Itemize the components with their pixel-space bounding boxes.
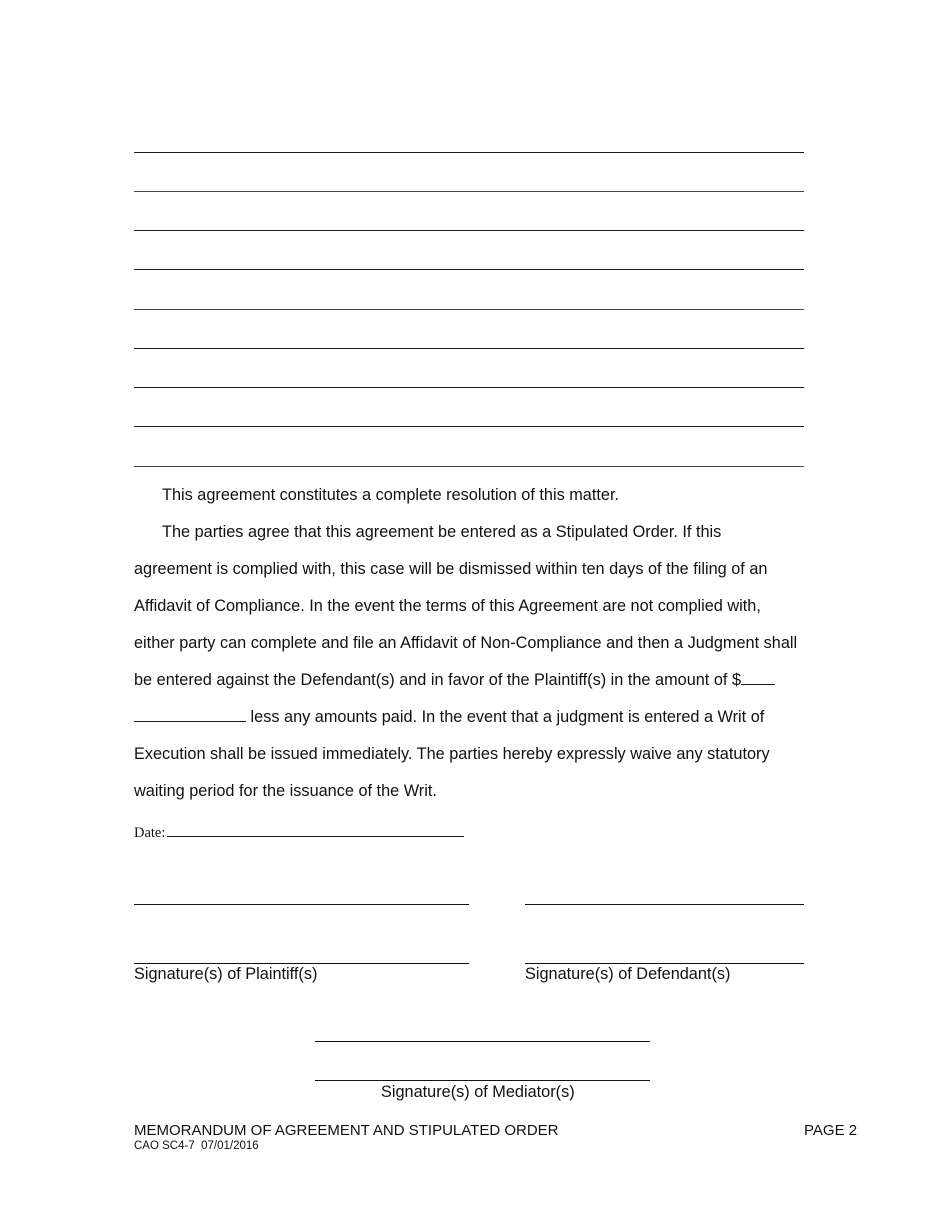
plaintiff-signature-label: Signature(s) of Plaintiff(s) bbox=[134, 965, 318, 983]
writing-line[interactable] bbox=[134, 309, 804, 310]
writing-line[interactable] bbox=[134, 426, 804, 427]
paragraph-line-text: be entered against the Defendant(s) and in favor of the Plaintiff(s) in the amount of $ bbox=[134, 671, 742, 689]
paragraph-line: Affidavit of Compliance. In the event the terms of this Agreement are not complied with, bbox=[134, 597, 761, 615]
date-field[interactable] bbox=[167, 821, 464, 837]
paragraph-line-amount bbox=[134, 662, 834, 699]
date-label: Date: bbox=[134, 825, 166, 841]
writing-line[interactable] bbox=[134, 152, 804, 153]
paragraph-line-text: less any amounts paid. In the event that a judgment is entered a Writ of bbox=[250, 708, 765, 726]
writing-line[interactable] bbox=[134, 466, 804, 467]
writing-line[interactable] bbox=[134, 191, 804, 192]
paragraph-line: agreement is complied with, this case will be dismissed within ten days of the filing of an bbox=[134, 560, 768, 578]
page-number: PAGE 2 bbox=[804, 1122, 858, 1139]
amount-blank[interactable] bbox=[741, 670, 775, 685]
form-title: MEMORANDUM OF AGREEMENT AND STIPULATED ORDER bbox=[134, 1122, 559, 1139]
paragraph-line-amount-cont bbox=[134, 699, 834, 736]
agreement-text bbox=[134, 477, 834, 810]
mediator-signature-line[interactable] bbox=[315, 1080, 650, 1081]
defendant-signature-line[interactable] bbox=[525, 904, 804, 905]
mediator-signature-label: Signature(s) of Mediator(s) bbox=[381, 1083, 575, 1101]
paragraph-line: either party can complete and file an Affidavit of Non-Compliance and then a Judgment shall bbox=[134, 634, 798, 652]
paragraph-line: The parties agree that this agreement be entered as a Stipulated Order. If this bbox=[162, 523, 722, 541]
paragraph-line: Execution shall be issued immediately. The parties hereby expressly waive any statutory bbox=[134, 745, 770, 763]
paragraph-line: waiting period for the issuance of the Writ. bbox=[134, 782, 437, 800]
resolution-sentence: This agreement constitutes a complete resolution of this matter. bbox=[162, 486, 620, 504]
form-code: CAO SC4-7 07/01/2016 bbox=[134, 1140, 259, 1152]
defendant-signature-label: Signature(s) of Defendant(s) bbox=[525, 965, 731, 983]
mediator-signature-line[interactable] bbox=[315, 1041, 650, 1042]
writing-line[interactable] bbox=[134, 387, 804, 388]
writing-line[interactable] bbox=[134, 269, 804, 270]
date-row bbox=[134, 821, 464, 842]
defendant-signature-line[interactable] bbox=[525, 963, 804, 964]
amount-blank-continued[interactable] bbox=[134, 707, 246, 722]
plaintiff-signature-line[interactable] bbox=[134, 904, 469, 905]
writing-line[interactable] bbox=[134, 348, 804, 349]
writing-line[interactable] bbox=[134, 230, 804, 231]
plaintiff-signature-line[interactable] bbox=[134, 963, 469, 964]
